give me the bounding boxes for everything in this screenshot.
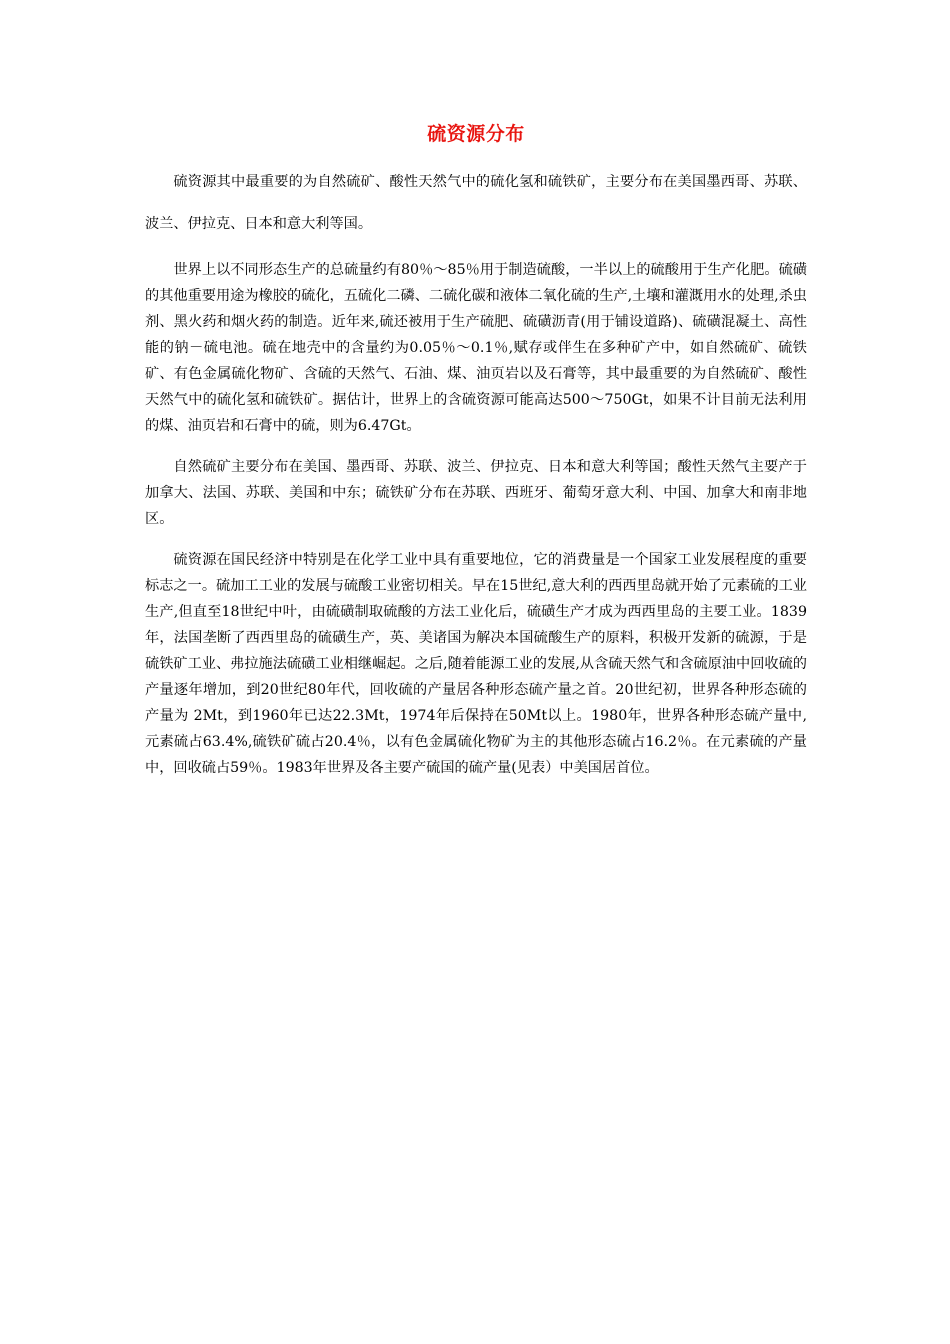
paragraph-4: 硫资源在国民经济中特别是在化学工业中具有重要地位，它的消费量是一个国家工业发展程度的重要标志之一。硫加工工业的发展与硫酸工业密切相关。早在15世纪,意大利的西西里岛就开始了元素硫的工业生产,但直至18世纪中叶，由硫磺制取硫酸的方法工业化后，硫磺生产才成为西西里岛的主要工业。1839年，法国垄断了西西里岛的硫磺生产，英、美诸国为解决本国硫酸生产的原料，积极开发新的硫源，于是硫铁矿工业、弗拉施法硫磺工业相继崛起。之后,随着能源工业的发展,从含硫天然气和含硫原油中回收硫的产量逐年增加，到20世纪80年代，回收硫的产量居各种形态硫产量之首。20世纪初，世界各种形态硫的产量为 2Mt，到1960年已达22.3Mt，1974年后保持在50Mt以上。1980年，世界各种形态硫产量中,元素硫占63.4%,硫铁矿硫占20.4％，以有色金属硫化物矿为主的其他形态硫占16.2％。在元素硫的产量中，回收硫占59％。1983年世界及各主要产硫国的硫产量(见表）中美国居首位。 xyxy=(145,552,807,776)
paragraph-2: 世界上以不同形态生产的总硫量约有80％～85％用于制造硫酸，一半以上的硫酸用于生产化肥。硫磺的其他重要用途为橡胶的硫化，五硫化二磷、二硫化碳和液体二氧化硫的生产,土壤和灌溉用水的处理,杀虫剂、黑火药和烟火药的制造。近年来,硫还被用于生产硫肥、硫磺沥青(用于铺设道路)、硫磺混凝土、高性能的钠－硫电池。硫在地壳中的含量约为0.05％～0.1％,赋存或伴生在多种矿产中，如自然硫矿、硫铁矿、有色金属硫化物矿、含硫的天然气、石油、煤、油页岩以及石膏等，其中最重要的为自然硫矿、酸性天然气中的硫化氢和硫铁矿。据估计，世界上的含硫资源可能高达500～750Gt，如果不计目前无法利用的煤、油页岩和石膏中的硫，则为6.47Gt。 xyxy=(145,262,807,434)
document-title: 硫资源分布 xyxy=(427,123,525,145)
paragraph-1: 硫资源其中最重要的为自然硫矿、酸性天然气中的硫化氢和硫铁矿，主要分布在美国墨西哥、苏联、波兰、伊拉克、日本和意大利等国。 xyxy=(145,174,807,232)
paragraph-3: 自然硫矿主要分布在美国、墨西哥、苏联、波兰、伊拉克、日本和意大利等国；酸性天然气主要产于加拿大、法国、苏联、美国和中东；硫铁矿分布在苏联、西班牙、葡萄牙意大利、中国、加拿大和南非地区。 xyxy=(145,459,807,527)
document-page xyxy=(145,120,807,781)
